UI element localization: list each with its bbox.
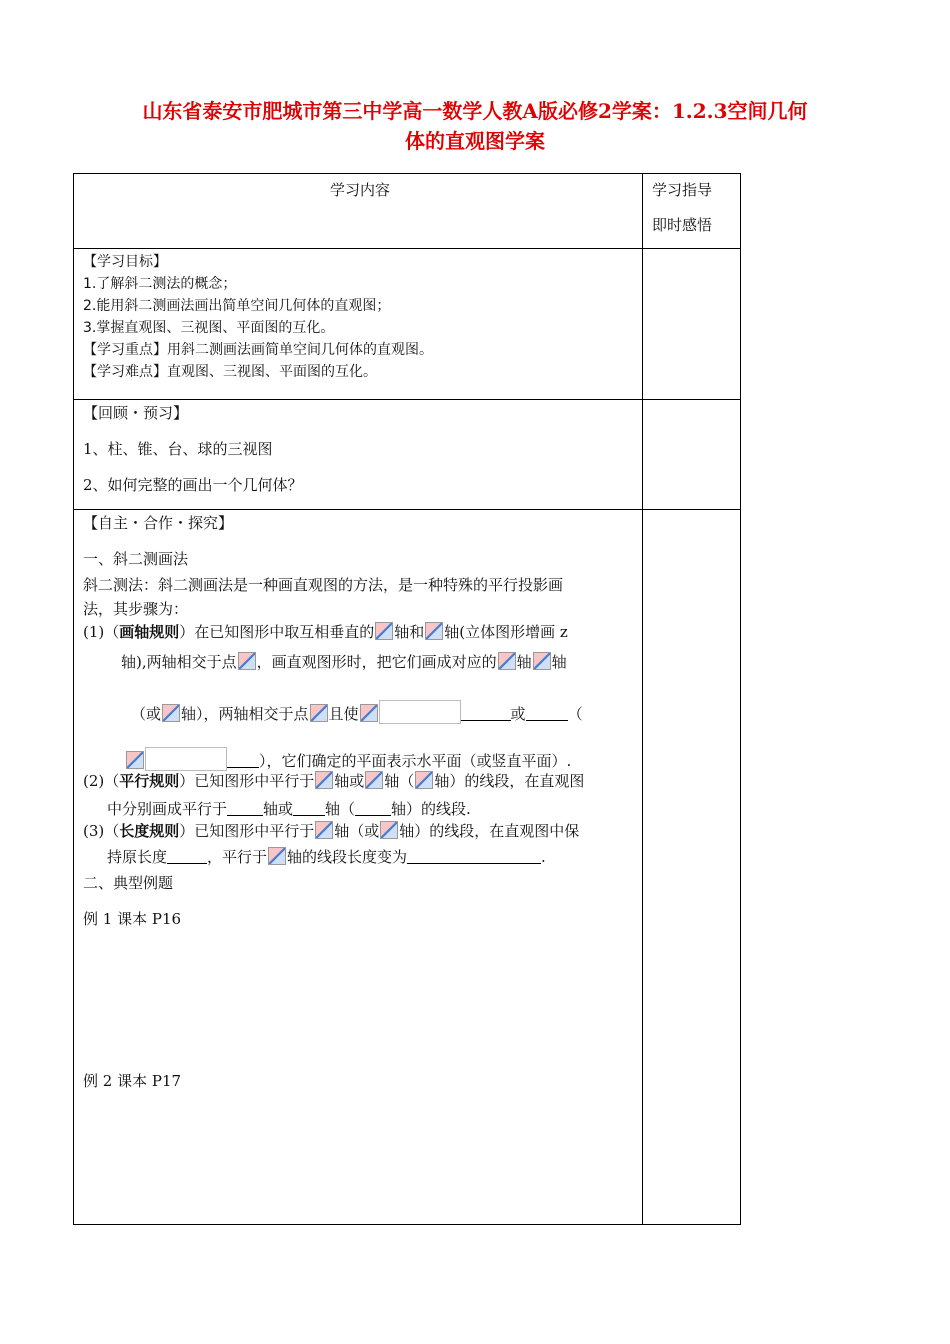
- rule-text: 或: [510, 705, 526, 723]
- row-divider: [74, 509, 740, 510]
- formula-image-icon: [315, 771, 333, 789]
- formula-image-icon: [315, 821, 333, 839]
- rule-text: 轴（: [384, 772, 415, 790]
- rule-1-line: [121, 652, 567, 672]
- rule-number: (3)（: [83, 822, 120, 840]
- formula-image-icon: [380, 821, 398, 839]
- rule-text: ）已知图形中平行于: [179, 822, 315, 840]
- review-heading: 【回顾・预习】: [83, 404, 189, 422]
- rule-text: ，平行于: [207, 848, 268, 866]
- rule-text: .: [541, 848, 546, 866]
- section-heading: 二、典型例题: [83, 874, 174, 892]
- rule-text: ）已知图形中平行于: [179, 772, 315, 790]
- rule-text: 轴）的线段.: [391, 800, 471, 818]
- blank-line: [167, 847, 207, 864]
- rule-text: 轴（: [325, 800, 356, 818]
- rule-text: ）在已知图形中取互相垂直的: [179, 623, 375, 641]
- page-title: [60, 96, 890, 156]
- title-line-2: 体的直观图学案: [405, 129, 545, 153]
- objective-item: 3.掌握直观图、三视图、平面图的互化。: [83, 320, 335, 336]
- rule-text: （或: [131, 705, 162, 723]
- intro-text: 法，其步骤为：: [83, 600, 189, 618]
- rule-text: 轴）的线段，在直观图中保: [399, 822, 580, 840]
- rule-text: 轴或: [334, 772, 365, 790]
- objectives-heading: 【学习目标】: [83, 254, 167, 270]
- key-text: 用斜二测画法画简单空间几何体的直观图。: [167, 342, 433, 358]
- rule-text: 且使: [328, 705, 359, 723]
- formula-image-icon: [268, 847, 286, 865]
- example-1: 例 1 课本 P16: [83, 910, 182, 928]
- rule-text: 轴）的线段，在直观图: [434, 772, 585, 790]
- rule-3-line: [107, 847, 546, 867]
- blank-line: [355, 799, 391, 816]
- header-guide: 学习指导: [652, 181, 713, 199]
- header-content: 学习内容: [330, 181, 391, 199]
- intro-text: 斜二测法：斜二测画法是一种画直观图的方法，是一种特殊的平行投影画: [83, 576, 564, 594]
- blank-line: [227, 751, 259, 768]
- header-reflection: 即时感悟: [652, 216, 713, 234]
- rule-text: 轴），两轴相交于点: [181, 705, 309, 723]
- blank-line: [461, 704, 511, 721]
- key-label: 【学习重点】: [83, 342, 167, 358]
- rule-text: 轴的线段长度变为: [287, 848, 408, 866]
- formula-image-icon: [162, 704, 180, 722]
- rule-text: 轴),两轴相交于点: [121, 653, 237, 671]
- explore-heading: 【自主・合作・探究】: [83, 514, 234, 532]
- row-divider: [74, 248, 740, 249]
- objective-item: 2.能用斜二测画法画出简单空间几何体的直观图；: [83, 298, 391, 314]
- formula-image-icon: [310, 704, 328, 722]
- section-heading: 一、斜二测画法: [83, 550, 189, 568]
- rule-text: ，画直观图形时，把它们画成对应的: [256, 653, 497, 671]
- row-divider: [74, 399, 740, 400]
- rule-1-line: [125, 747, 571, 771]
- rule-text: 轴和: [394, 623, 425, 641]
- rule-number: (2)（: [83, 772, 120, 790]
- difficulty-text: 直观图、三视图、平面图的互化。: [167, 364, 377, 380]
- formula-image-icon: [365, 771, 383, 789]
- blank-line: [293, 799, 325, 816]
- formula-image-icon: [360, 704, 378, 722]
- formula-image-icon: [415, 771, 433, 789]
- difficulty-label: 【学习难点】: [83, 364, 167, 380]
- rule-text: ），它们确定的平面表示水平面（或竖直平面）.: [259, 752, 572, 770]
- example-2: 例 2 课本 P17: [83, 1072, 182, 1090]
- blank-line: [407, 847, 541, 864]
- worksheet-table: [73, 173, 741, 1225]
- column-divider: [642, 174, 643, 1224]
- rule-text: 轴: [551, 653, 567, 671]
- rule-number: (1)（: [83, 623, 120, 641]
- rule-text: 轴: [516, 653, 532, 671]
- blank-box: [145, 747, 227, 771]
- formula-image-icon: [533, 652, 551, 670]
- blank-box: [379, 700, 461, 724]
- rule-3-line: [83, 821, 579, 841]
- rule-2-line: [107, 799, 471, 819]
- objective-item: 1.了解斜二测法的概念；: [83, 276, 237, 292]
- rule-text: 轴或: [263, 800, 294, 818]
- formula-image-icon: [375, 622, 393, 640]
- rule-label: 长度规则: [119, 822, 180, 840]
- review-question: 2、如何完整的画出一个几何体？: [83, 476, 303, 494]
- review-question: 1、柱、锥、台、球的三视图: [83, 440, 273, 458]
- rule-1-line: [131, 700, 583, 724]
- rule-label: 画轴规则: [119, 623, 180, 641]
- rule-text: 中分别画成平行于: [107, 800, 228, 818]
- formula-image-icon: [425, 622, 443, 640]
- rule-1-line: [83, 622, 568, 642]
- blank-line: [526, 704, 568, 721]
- rule-text: 轴（或: [334, 822, 380, 840]
- rule-label: 平行规则: [119, 772, 180, 790]
- formula-image-icon: [498, 652, 516, 670]
- title-line-1: 山东省泰安市肥城市第三中学高一数学人教A版必修2学案：1.2.3空间几何: [142, 99, 808, 123]
- difficulty-point: [83, 362, 377, 382]
- formula-image-icon: [238, 652, 256, 670]
- rule-text: 轴(立体图形增画 z: [444, 623, 568, 641]
- blank-line: [227, 799, 263, 816]
- key-point: [83, 340, 433, 360]
- rule-2-line: [83, 771, 584, 791]
- rule-text: （: [567, 705, 583, 723]
- rule-text: 持原长度: [107, 848, 168, 866]
- formula-image-icon: [126, 751, 144, 769]
